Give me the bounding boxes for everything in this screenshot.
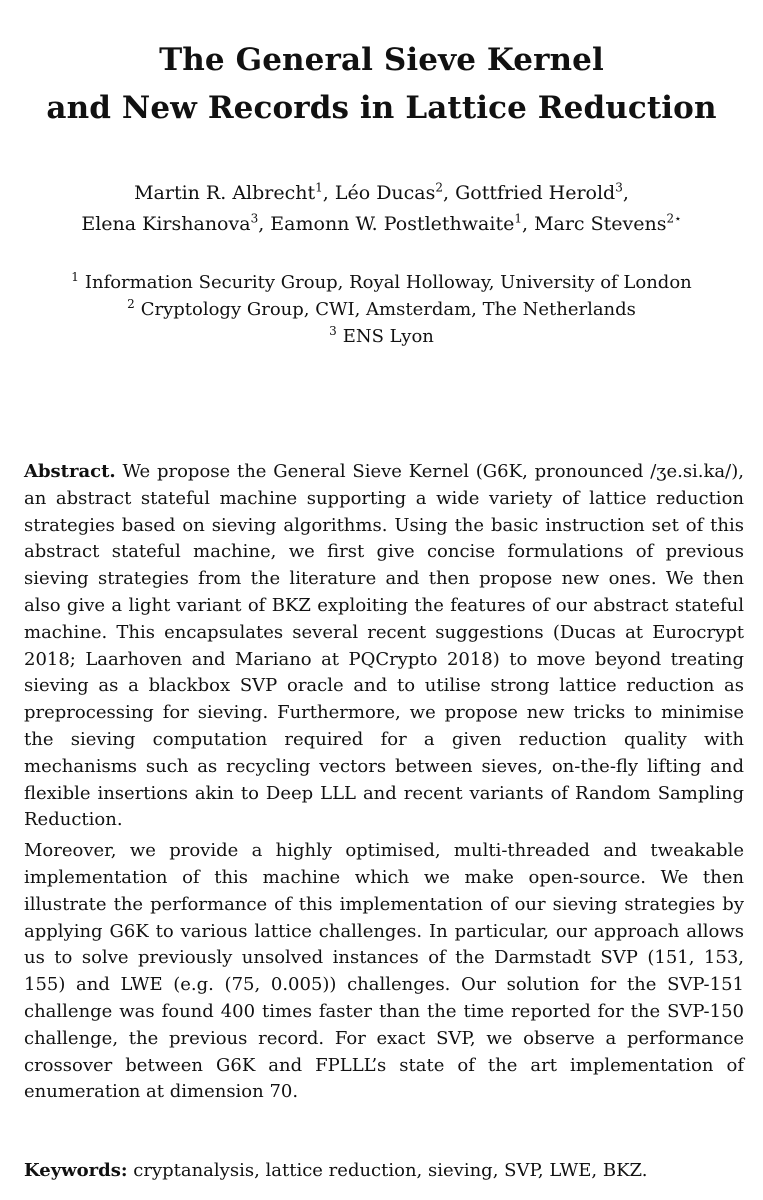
author-line-2	[0, 209, 763, 240]
affiliation-item	[0, 297, 763, 324]
author-separator: ,	[322, 182, 335, 204]
affiliation-number: 1	[71, 270, 79, 284]
affiliation-text: Information Security Group, Royal Holloway, University of London	[84, 272, 692, 293]
author-separator: ,	[258, 213, 271, 235]
author-name: Elena Kirshanova	[81, 213, 251, 235]
affiliation-number: 2	[127, 297, 135, 311]
author-name: Léo Ducas	[334, 182, 436, 204]
title-line-1: The General Sieve Kernel	[159, 42, 604, 78]
author-name: Marc Stevens	[534, 213, 667, 235]
author-line-1	[0, 178, 763, 209]
abstract-paragraph-1	[24, 459, 744, 834]
abstract-section	[24, 459, 744, 1106]
abstract-text-2: Moreover, we provide a highly optimised, multi-threaded and tweakable implementation of this machine which we make open-source. We then illustrate the performance of this implementation of our sieving strategies by applying G6K to various lattice challenges. In particular, our approach allows us to solve previously unsolved instances of the Darmstadt SVP (151, 153, 155) and LWE (e.g. (75, 0.005)) challenges. Our solution for the SVP-151 challenge was found 400 times faster than the time reported for the SVP-150 challenge, the previous record. For exact SVP, we observe a performance crossover between G6K and FPLLL’s state of the art implementation of enumeration at dimension 70.	[24, 840, 744, 1103]
author-affil-marker: 3	[615, 180, 623, 195]
author-name: Martin R. Albrecht	[134, 182, 316, 204]
author-affil-marker: 2	[435, 180, 444, 195]
keywords-text: cryptanalysis, lattice reduction, sieving, SVP, LWE, BKZ.	[133, 1160, 648, 1181]
author-separator: ,	[521, 213, 535, 235]
affiliation-list	[0, 270, 763, 351]
author-affil-marker: 3	[250, 211, 259, 226]
keywords-label: Keywords:	[24, 1160, 128, 1181]
author-affil-marker: 2⋆	[666, 211, 682, 226]
paper-title	[0, 36, 763, 132]
author-separator: ,	[443, 182, 456, 204]
abstract-paragraph-2	[24, 838, 744, 1106]
keywords-section	[24, 1158, 744, 1184]
affiliation-text: Cryptology Group, CWI, Amsterdam, The Netherlands	[140, 299, 636, 320]
author-list	[0, 178, 763, 240]
author-name: Gottfried Herold	[455, 182, 616, 204]
author-affil-marker: 1	[514, 211, 522, 226]
affiliation-number: 3	[329, 324, 337, 338]
abstract-label: Abstract.	[24, 461, 116, 482]
author-name: Eamonn W. Postlethwaite	[270, 213, 515, 235]
abstract-text-1: We propose the General Sieve Kernel (G6K, pronounced /ʒe.si.ka/), an abstract stateful machine supporting a wide variety of lattice reduction strategies based on sieving algorithms. Using the basic instruction set of this abstract stateful machine, we first give concise formulations of previous sieving strategies from the literature and then propose new ones. We then also give a light variant of BKZ exploiting the features of our abstract stateful machine. This encapsulates several recent suggestions (Ducas at Eurocrypt 2018; Laarhoven and Mariano at PQCrypto 2018) to move beyond treating sieving as a blackbox SVP oracle and to utilise strong lattice reduction as preprocessing for sieving. Furthermore, we propose new tricks to minimise the sieving computation required for a given reduction quality with mechanisms such as recycling vectors between sieves, on-the-fly lifting and flexible insertions akin to Deep LLL and recent variants of Random Sampling Reduction.	[24, 461, 744, 831]
affiliation-item	[0, 324, 763, 351]
author-separator: ,	[622, 182, 629, 204]
title-line-2: and New Records in Lattice Reduction	[46, 90, 717, 126]
author-affil-marker: 1	[315, 180, 323, 195]
affiliation-item	[0, 270, 763, 297]
affiliation-text: ENS Lyon	[342, 326, 434, 347]
